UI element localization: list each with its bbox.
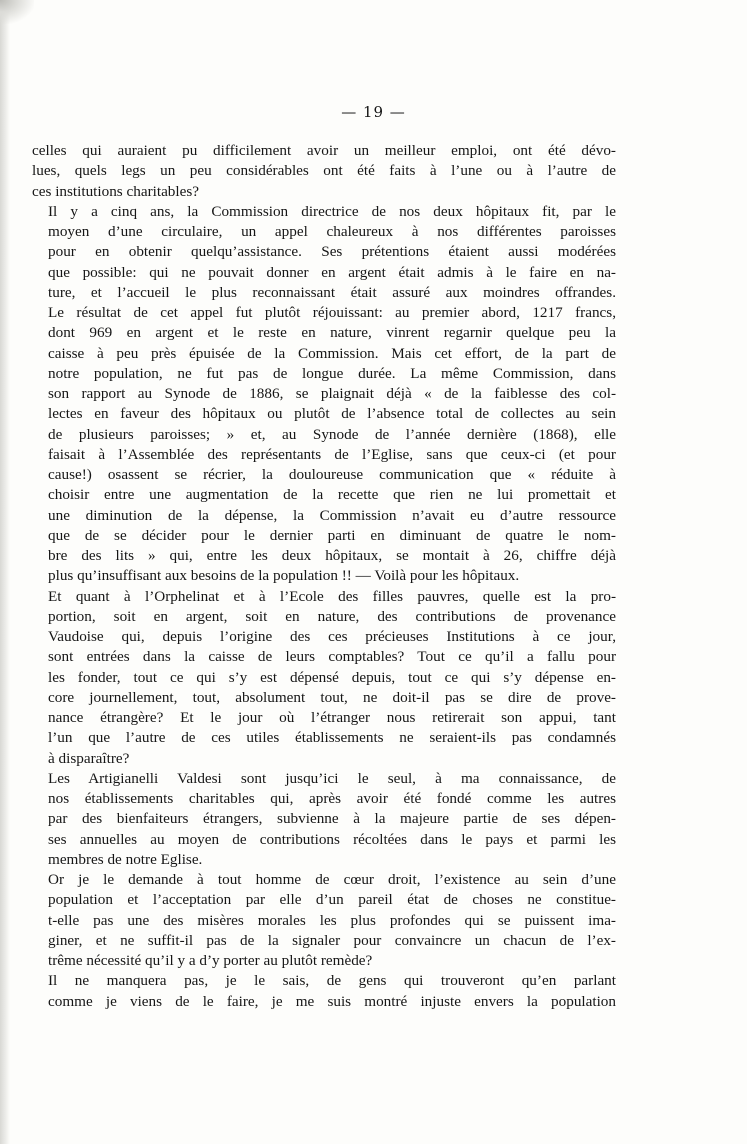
text-line: ture, et l’accueil le plus reconnaissant était assuré aux moindres offrandes. — [48, 283, 616, 301]
text-line: que de se décider pour le dernier parti en diminuant de quatre le nom- — [48, 526, 616, 544]
paragraph — [32, 769, 616, 870]
text-line: cause!) osassent se récrier, la douloureuse communication que « réduite à — [48, 466, 616, 483]
text-line: Vaudoise qui, depuis l’origine des ces précieuses Institutions à ce jour, — [48, 628, 616, 645]
text-line: sont entrées dans la caisse de leurs comptables? Tout ce qu’il a fallu pour — [48, 648, 616, 666]
scan-shadow-left-edge — [0, 0, 10, 1144]
text-line: dont 969 en argent et le reste en nature, vinrent regarnir quelque peu la — [48, 324, 616, 342]
text-line: Le résultat de cet appel fut plutôt réjouissant: au premier abord, 1217 francs, — [48, 304, 616, 321]
text-line: de plusieurs paroisses; » et, au Synode de l’année dernière (1868), elle — [48, 425, 616, 443]
text-line: plus qu’insuffisant aux besoins de la population !! — Voilà pour les hôpitaux. — [48, 567, 520, 585]
text-line: bre des lits » qui, entre les deux hôpitaux, se montait à 26, chiffre déjà — [48, 547, 616, 564]
paragraph — [32, 587, 616, 769]
text-line: core journellement, tout, absolument tout, ne doit-il pas se dire de prove- — [48, 688, 616, 706]
text-line: faisait à l’Assemblée des représentants de l’Eglise, sans que ceux-ci (et pour — [48, 445, 616, 463]
paragraph — [32, 971, 616, 1012]
text-line: choisir entre une augmentation de la recette que rien ne lui promettait et — [48, 486, 616, 504]
text-line: Il y a cinq ans, la Commission directrice de nos deux hôpitaux fit, par le — [48, 202, 616, 220]
text-line: comme je viens de le faire, je me suis montré injuste envers la population — [48, 992, 616, 1010]
text-line: trême nécessité qu’il y a d’y porter au plutôt remède? — [48, 952, 373, 969]
text-line: notre population, ne fut pas de longue durée. La même Commission, dans — [48, 364, 616, 382]
text-line: nos établissements charitables qui, après avoir été fondé comme les autres — [48, 790, 616, 807]
text-line: lues, quels legs un peu considérables ont été faits à l’une ou à l’autre de — [32, 162, 616, 180]
text-line: membres de notre Eglise. — [48, 850, 203, 868]
paragraph — [32, 141, 616, 202]
text-line: les fonder, tout ce qui s’y est dépensé depuis, tout ce qui s’y dépense en- — [48, 668, 616, 686]
text-line: par des bienfaiteurs étrangers, subvienne à la majeure partie de ses dépen- — [48, 810, 616, 828]
text-line: moyen d’une circulaire, un appel chaleureux à nos différentes paroisses — [48, 223, 616, 240]
text-line: lectes en faveur des hôpitaux ou plutôt de l’absence total de collectes au sein — [48, 405, 616, 423]
text-line: caisse à peu près épuisée de la Commission. Mais cet effort, de la part de — [48, 344, 616, 362]
paragraph — [32, 202, 616, 587]
body-text — [32, 141, 616, 1012]
page-number: — 19 — — [341, 103, 406, 121]
text-line: l’un que l’autre de ces utiles établissements ne seraient-ils pas condamnés — [48, 729, 616, 747]
text-line: giner, et ne suffit-il pas de la signaler pour convaincre un chacun de l’ex- — [48, 931, 616, 949]
text-line: celles qui auraient pu difficilement avoir un meilleur emploi, ont été dévo- — [32, 142, 616, 159]
text-line: t-elle pas une des misères morales les plus profondes qui se puissent ima- — [48, 911, 616, 929]
text-line: nance étrangère? Et le jour où l’étranger nous retirerait son appui, tant — [48, 709, 616, 726]
text-line: pour en obtenir quelqu’assistance. Ses prétentions étaient aussi modérées — [48, 243, 616, 261]
text-line: que possible: qui ne pouvait donner en argent était admis à le faire en na- — [48, 263, 616, 281]
scan-shadow-top-corner — [0, 0, 34, 24]
text-line: Et quant à l’Orphelinat et à l’Ecole des filles pauvres, quelle est la pro- — [48, 587, 616, 605]
text-line: population et l’acceptation par elle d’un pareil état de choses ne constitue- — [48, 891, 616, 909]
text-line: Il ne manquera pas, je le sais, de gens qui trouveront qu’en parlant — [48, 972, 616, 990]
text-line: à disparaître? — [48, 749, 130, 767]
text-line: portion, soit en argent, soit en nature, des contributions de provenance — [48, 607, 616, 625]
text-line: ces institutions charitables? — [32, 182, 200, 200]
text-line: Or je le demande à tout homme de cœur droit, l’existence au sein d’une — [48, 871, 616, 888]
text-line: ses annuelles au moyen de contributions récoltées dans le pays et parmi les — [48, 830, 616, 848]
paragraph — [32, 870, 616, 971]
text-line: une diminution de la dépense, la Commission n’avait eu d’autre ressource — [48, 506, 616, 524]
text-line: Les Artigianelli Valdesi sont jusqu’ici le seul, à ma connaissance, de — [48, 769, 616, 787]
text-line: son rapport au Synode de 1886, se plaignait déjà « de la faiblesse des col- — [48, 385, 616, 402]
